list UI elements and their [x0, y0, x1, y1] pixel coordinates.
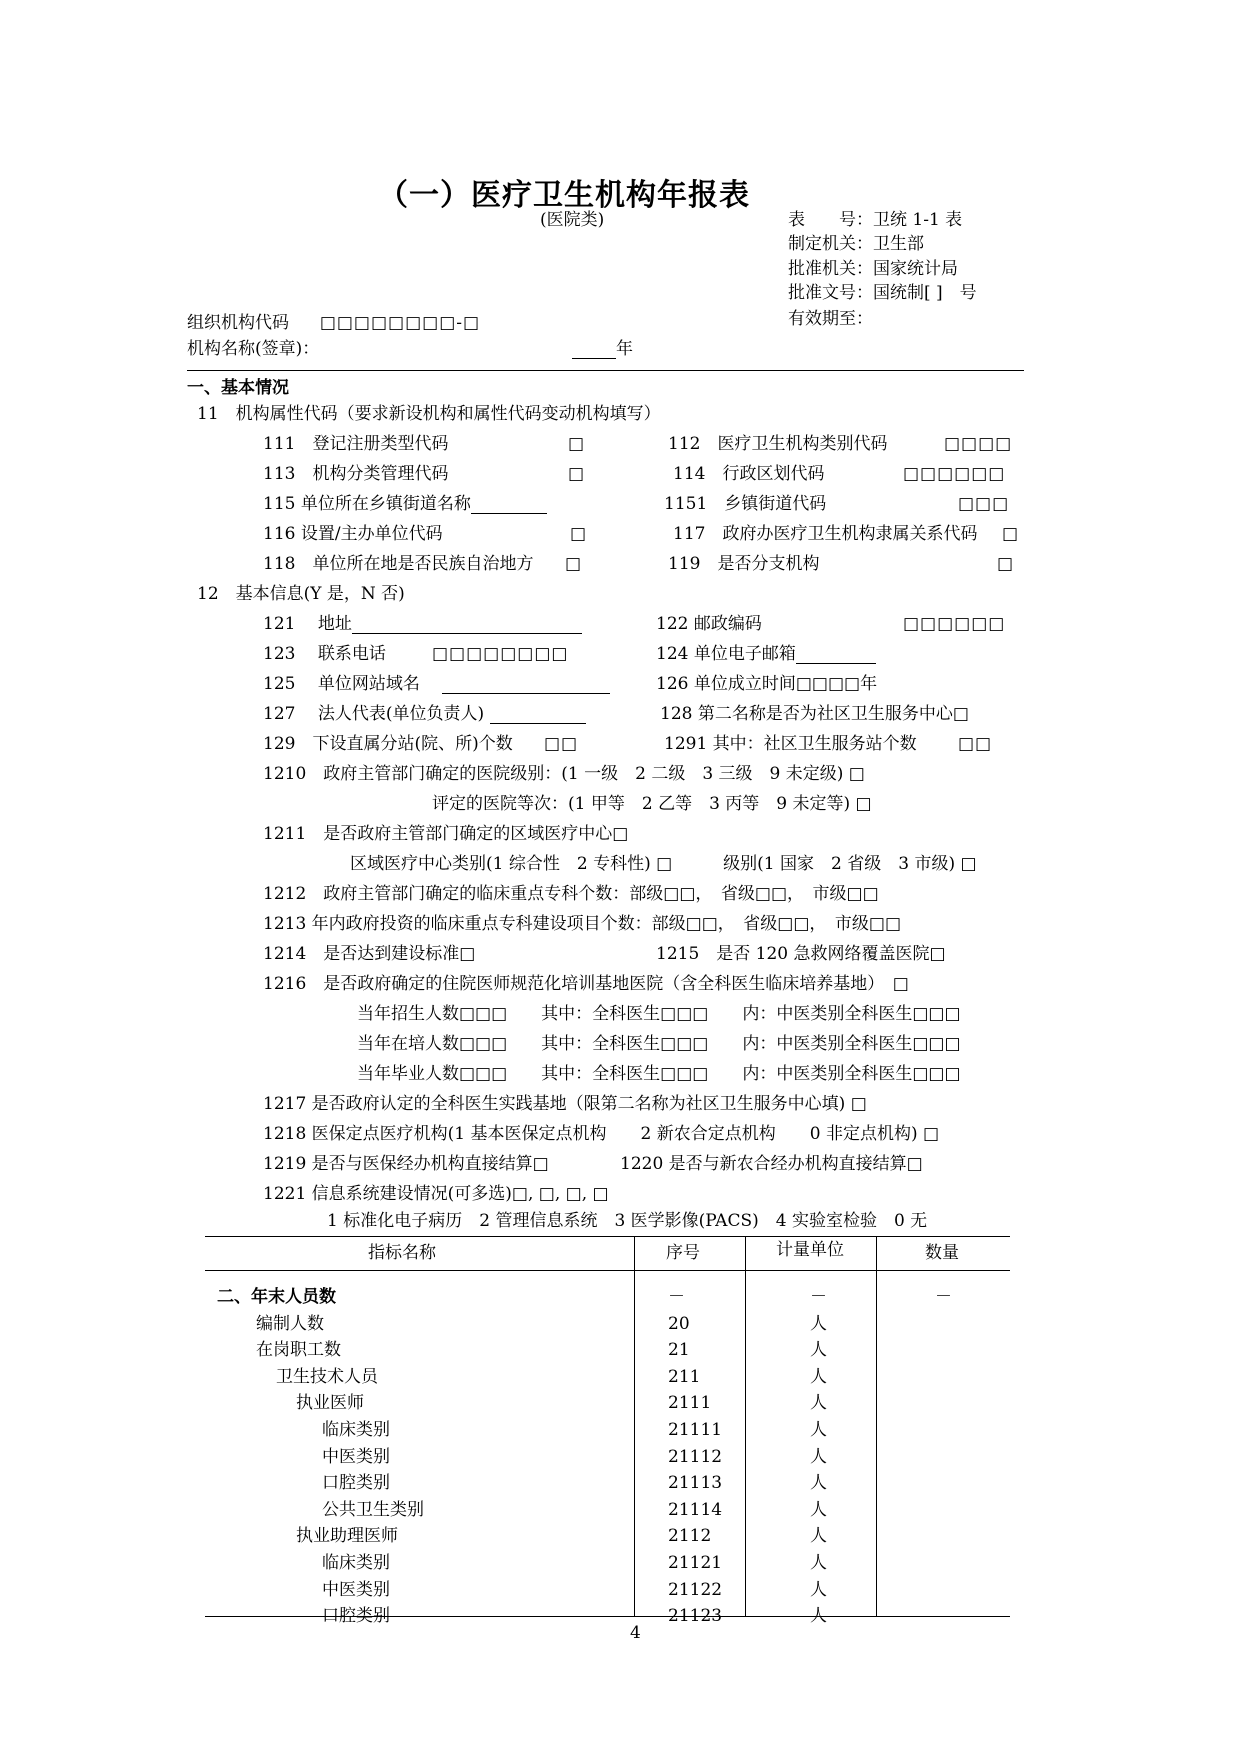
- meta-value: 国家统计局: [873, 259, 958, 279]
- meta-row: [788, 283, 977, 303]
- table-row-name: 口腔类别: [322, 1473, 390, 1493]
- row-126: 126 单位成立时间□□□□年: [656, 674, 878, 694]
- row-1214: 1214 是否达到建设标准□: [263, 944, 476, 964]
- input-115[interactable]: [471, 496, 547, 514]
- page-title: （一）医疗卫生机构年报表: [378, 178, 750, 213]
- row-118: 118 单位所在地是否民族自治地方: [263, 554, 534, 574]
- table-row-unit: 人: [810, 1447, 827, 1467]
- table-row-unit: －: [810, 1287, 827, 1307]
- meta-row: [788, 309, 873, 329]
- meta-label: 表 号：: [788, 210, 873, 230]
- table-row-unit: 人: [810, 1367, 827, 1387]
- meta-label: 有效期至：: [788, 309, 873, 329]
- table-header-qty: 数量: [925, 1243, 959, 1263]
- row-115: 115 单位所在乡镇街道名称: [263, 494, 547, 514]
- table-row-name: 中医类别: [322, 1580, 390, 1600]
- row-112: 112 医疗卫生机构类别代码: [668, 434, 888, 454]
- table-row-unit: 人: [810, 1606, 827, 1626]
- table-header-name: 指标名称: [368, 1243, 436, 1263]
- row-1219: 1219 是否与医保经办机构直接结算□: [263, 1154, 549, 1174]
- table-row-name: 公共卫生类别: [322, 1500, 424, 1520]
- row-1215: 1215 是否 120 急救网络覆盖医院□: [656, 944, 946, 964]
- year-suffix: 年: [616, 339, 633, 359]
- table-row-seq: 21113: [668, 1473, 723, 1493]
- input-1151[interactable]: □□□: [958, 494, 1010, 514]
- table-row-seq: 21121: [668, 1553, 723, 1573]
- row-119: 119 是否分支机构: [668, 554, 820, 574]
- row-1221-options: 1 标准化电子病历 2 管理信息系统 3 医学影像(PACS) 4 实验室检验 0 无: [327, 1211, 928, 1231]
- year-field: [572, 339, 633, 359]
- table-col-divider-1: [634, 1236, 635, 1616]
- table-row-seq: 20: [668, 1314, 690, 1334]
- meta-row: [788, 210, 962, 230]
- table-row-unit: 人: [810, 1526, 827, 1546]
- row-1211a: 1211 是否政府主管部门确定的区域医疗中心□: [263, 824, 629, 844]
- meta-label: 批准文号：: [788, 283, 873, 303]
- input-113[interactable]: □: [568, 464, 586, 484]
- table-row-name: 临床类别: [322, 1553, 390, 1573]
- table-row-seq: 21114: [668, 1500, 723, 1520]
- table-row-unit: 人: [810, 1314, 827, 1334]
- meta-value: 卫生部: [873, 234, 924, 254]
- row-127: 127 法人代表(单位负责人): [263, 704, 586, 724]
- row-1291: 1291 其中：社区卫生服务站个数: [664, 734, 917, 754]
- table-row-name: 执业医师: [296, 1393, 364, 1413]
- org-code-input[interactable]: □□□□□□□□-□: [319, 313, 481, 333]
- table-row-seq: －: [668, 1287, 685, 1307]
- year-input[interactable]: [572, 341, 616, 359]
- input-119[interactable]: □: [997, 554, 1015, 574]
- row-1216b: 当年在培人数□□□ 其中：全科医生□□□ 内：中医类别全科医生□□□: [357, 1034, 961, 1054]
- header-divider: [187, 370, 1024, 371]
- table-row-seq: 21123: [668, 1606, 723, 1626]
- meta-row: [788, 234, 924, 254]
- row-1151: 1151 乡镇街道代码: [664, 494, 827, 514]
- table-row-seq: 21112: [668, 1447, 723, 1467]
- org-code-label: 组织机构代码: [187, 313, 289, 333]
- input-114[interactable]: □□□□□□: [903, 464, 1006, 484]
- input-123[interactable]: □□□□□□□□: [432, 644, 569, 664]
- table-row-qty-input: －: [935, 1287, 952, 1307]
- row-1213: 1213 年内政府投资的临床重点专科建设项目个数：部级□□， 省级□□， 市级□□: [263, 914, 902, 934]
- table-row-unit: 人: [810, 1393, 827, 1413]
- row-1216c: 当年毕业人数□□□ 其中：全科医生□□□ 内：中医类别全科医生□□□: [357, 1064, 961, 1084]
- s12-heading: 12 基本信息(Y 是，N 否): [197, 584, 405, 604]
- row-1216: 1216 是否政府确定的住院医师规范化培训基地医院（含全科医生临床培养基地） □: [263, 974, 909, 994]
- row-1211b: 区域医疗中心类别(1 综合性 2 专科性) □ 级别(1 国家 2 省级 3 市级) □: [350, 854, 977, 874]
- page-subtitle: (医院类): [540, 210, 605, 230]
- input-125[interactable]: [442, 676, 610, 694]
- row-111: 111 登记注册类型代码: [263, 434, 449, 454]
- row-116: 116 设置/主办单位代码: [263, 524, 443, 544]
- row-113: 113 机构分类管理代码: [263, 464, 449, 484]
- table-header-seq: 序号: [666, 1243, 700, 1263]
- table-row-seq: 211: [668, 1367, 701, 1387]
- s11-heading: 11 机构属性代码（要求新设机构和属性代码变动机构填写）: [197, 404, 661, 424]
- input-1291[interactable]: □□: [958, 734, 993, 754]
- input-129[interactable]: □□: [544, 734, 579, 754]
- table-row-name: 二、年末人员数: [217, 1287, 336, 1307]
- row-124: 124 单位电子邮箱: [656, 644, 876, 664]
- table-row-seq: 21122: [668, 1580, 723, 1600]
- table-row-unit: 人: [810, 1580, 827, 1600]
- row-128: 128 第二名称是否为社区卫生服务中心□: [660, 704, 969, 724]
- table-header-border: [205, 1270, 1010, 1271]
- meta-row: [788, 259, 958, 279]
- input-117[interactable]: □: [1002, 524, 1020, 544]
- table-row-seq: 2112: [668, 1526, 712, 1546]
- table-row-name: 中医类别: [322, 1447, 390, 1467]
- table-row-name: 执业助理医师: [296, 1526, 398, 1546]
- org-code-row: [187, 313, 480, 333]
- input-124[interactable]: [796, 646, 876, 664]
- meta-label: 批准机关：: [788, 259, 873, 279]
- section1-heading: 一、基本情况: [187, 378, 289, 398]
- table-row-unit: 人: [810, 1340, 827, 1360]
- row-114: 114 行政区划代码: [673, 464, 825, 484]
- row-1220: 1220 是否与新农合经办机构直接结算□: [620, 1154, 923, 1174]
- input-126[interactable]: 单位成立时间□□□□年: [693, 674, 878, 694]
- input-127[interactable]: [490, 706, 586, 724]
- table-header-unit: 计量单位: [776, 1240, 844, 1260]
- row-129: 129 下设直属分站(院、所)个数: [263, 734, 513, 754]
- row-1210b: 评定的医院等次：(1 甲等 2 乙等 3 丙等 9 未定等) □: [432, 794, 872, 814]
- row-1218: 1218 医保定点医疗机构(1 基本医保定点机构 2 新农合定点机构 0 非定点机构) □: [263, 1124, 940, 1144]
- input-121[interactable]: [352, 616, 582, 634]
- table-row-name: 口腔类别: [322, 1606, 390, 1626]
- table-row-seq: 2111: [668, 1393, 712, 1413]
- table-top-border: [205, 1236, 1010, 1237]
- row-1217: 1217 是否政府认定的全科医生实践基地（限第二名称为社区卫生服务中心填) □: [263, 1094, 867, 1114]
- table-row-unit: 人: [810, 1420, 827, 1440]
- row-122: 122 邮政编码: [656, 614, 762, 634]
- table-row-seq: 21: [668, 1340, 690, 1360]
- org-name-label: 机构名称(签章)：: [187, 339, 320, 359]
- input-111[interactable]: □: [568, 434, 586, 454]
- meta-value: 卫统 1-1 表: [873, 210, 963, 230]
- row-1216a: 当年招生人数□□□ 其中：全科医生□□□ 内：中医类别全科医生□□□: [357, 1004, 961, 1024]
- table-row-unit: 人: [810, 1553, 827, 1573]
- table-row-seq: 21111: [668, 1420, 723, 1440]
- input-112[interactable]: □□□□: [944, 434, 1013, 454]
- table-row-name: 在岗职工数: [256, 1340, 341, 1360]
- meta-label: 制定机关：: [788, 234, 873, 254]
- page-number: 4: [630, 1623, 641, 1643]
- row-121: 121 地址: [263, 614, 582, 634]
- table-col-divider-2: [745, 1236, 746, 1616]
- table-row-name: 临床类别: [322, 1420, 390, 1440]
- row-1212: 1212 政府主管部门确定的临床重点专科个数：部级□□， 省级□□， 市级□□: [263, 884, 879, 904]
- table-row-unit: 人: [810, 1473, 827, 1493]
- input-116[interactable]: □: [570, 524, 588, 544]
- table-row-unit: 人: [810, 1500, 827, 1520]
- table-row-name: 编制人数: [256, 1314, 324, 1334]
- meta-value: 国统制[ ] 号: [873, 283, 977, 303]
- row-1221: 1221 信息系统建设情况(可多选)□, □, □, □: [263, 1184, 609, 1204]
- table-row-name: 卫生技术人员: [276, 1367, 378, 1387]
- input-122[interactable]: □□□□□□: [903, 614, 1006, 634]
- row-125: 125 单位网站域名: [263, 674, 610, 694]
- row-123: 123 联系电话: [263, 644, 386, 664]
- row-117: 117 政府办医疗卫生机构隶属关系代码: [673, 524, 978, 544]
- row-1210a: 1210 政府主管部门确定的医院级别：(1 一级 2 二级 3 三级 9 未定级) □: [263, 764, 865, 784]
- input-118[interactable]: □: [565, 554, 583, 574]
- table-col-divider-3: [876, 1236, 877, 1616]
